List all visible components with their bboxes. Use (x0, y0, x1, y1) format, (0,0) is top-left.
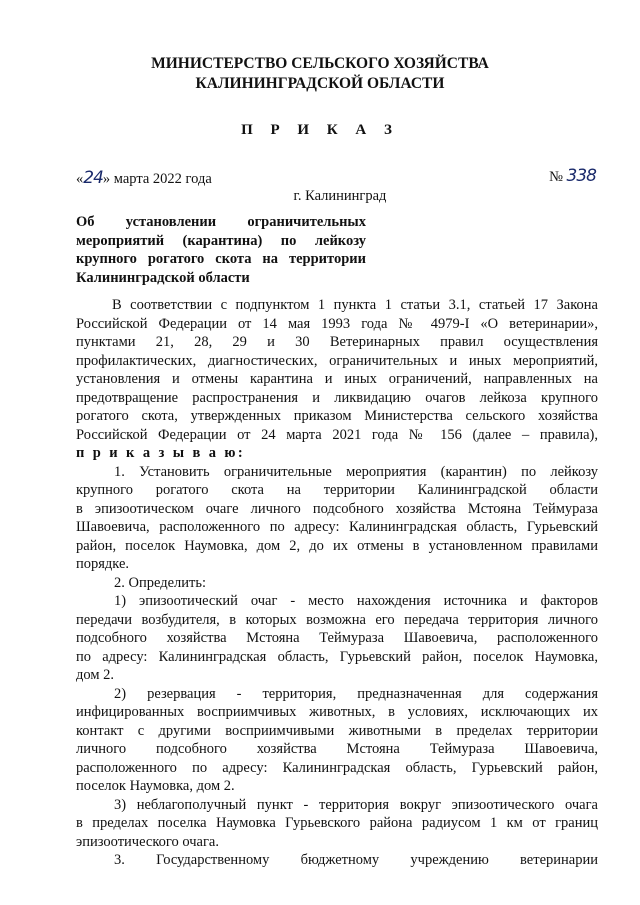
title-line: Об установлении ограничительных (76, 214, 366, 230)
ministry-line-1: МИНИСТЕРСТВО СЕЛЬСКОГО ХОЗЯЙСТВА (151, 55, 489, 72)
document-date (76, 168, 212, 188)
date-month-year: марта 2022 года (110, 171, 212, 187)
body-line: рогатого скота, утвержденных приказом Министерства сельского хозяйства (76, 408, 598, 424)
body-line: Российской Федерации от 24 марта 2021 года № 156 (далее – правила), (76, 426, 598, 443)
body-line: 1) эпизоотический очаг - место нахождения источника и факторов (114, 593, 598, 609)
body-line: порядке. (76, 556, 130, 572)
body-line: личного подсобного хозяйства Мстояна Теймураза Шавоевича, (76, 741, 598, 757)
document-number (549, 166, 596, 186)
body-line: Шавоевича, расположенного по адресу: Калининградская область, Гурьевский (76, 519, 598, 535)
date-open-quote: « (76, 171, 84, 187)
number-label: № (549, 169, 563, 185)
body-line: по адресу: Калининградская область, Гурьевский район, поселок Наумовка, (76, 648, 598, 665)
title-line: мероприятий (карантина) по лейкозу (76, 232, 366, 249)
ministry-header (0, 54, 640, 94)
body-line: 2. Определить: (114, 574, 207, 591)
date-close-quote: » (102, 171, 111, 187)
body-line: 3. Государственному бюджетному учреждению ветеринарии (114, 852, 598, 868)
body-line: расположенного по адресу: Калининградская область, Гурьевский район, (76, 759, 598, 776)
document-type: П Р И К А З (241, 122, 399, 138)
body-line: профилактических, диагностических, ограничительных и иных мероприятий, (76, 352, 598, 369)
body-line: в пределах поселка Наумовка Гурьевского района радиусом 1 км от границ (76, 815, 598, 831)
body-line: район, поселок Наумовка, дом 2, до их отмены в установленном правилами (76, 537, 598, 554)
body-line: предотвращение распространения и ликвидацию очагов лейкоза крупного (76, 389, 598, 406)
ministry-line-2: КАЛИНИНГРАДСКОЙ ОБЛАСТИ (195, 75, 445, 92)
body-line: в эпизоотическом очаге личного подсобного хозяйства Мстояна Теймураза (76, 500, 598, 517)
number-value-handwritten: 338 (566, 166, 596, 186)
document-body (76, 296, 598, 870)
body-line: 3) неблагополучный пункт - территория вокруг эпизоотического очага (114, 796, 598, 813)
date-day-handwritten: 24 (83, 168, 103, 188)
order-keyword: п р и к а з ы в а ю: (76, 445, 246, 461)
body-line: Российской Федерации от 14 мая 1993 года № 4979-I «О ветеринарии», (76, 315, 598, 332)
body-line: В соответствии с подпунктом 1 пункта 1 статьи 3.1, статьей 17 Закона (112, 297, 598, 313)
title-line: крупного рогатого скота на территории (76, 251, 366, 267)
body-line: инфицированных восприимчивых животных, в условиях, исключающих их (76, 704, 598, 720)
body-line: дом 2. (76, 667, 115, 683)
body-line: контакт с другими восприимчивыми животными в пределах территории (76, 722, 598, 739)
body-line: передачи возбудителя, в которых возможна его передача территория личного (76, 611, 598, 628)
body-line: подсобного хозяйства Мстояна Теймураза Шавоевича, расположенного (76, 630, 598, 646)
body-line: поселок Наумовка, дом 2. (76, 778, 235, 794)
body-line: пунктами 21, 28, 29 и 30 Ветеринарных правил осуществления (76, 334, 598, 350)
document-title (76, 213, 366, 287)
body-line: крупного рогатого скота на территории Калининградской области (76, 482, 598, 498)
body-line: установления и отмены карантина и иных ограничений, направленных на (76, 371, 598, 387)
document-city: г. Калининград (293, 188, 387, 204)
body-line: 1. Установить ограничительные мероприятия (карантин) по лейкозу (114, 463, 598, 480)
body-line: 2) резервация - территория, предназначенная для содержания (114, 685, 598, 702)
body-line: эпизоотического очага. (76, 833, 219, 850)
title-line: Калининградской области (76, 269, 250, 286)
